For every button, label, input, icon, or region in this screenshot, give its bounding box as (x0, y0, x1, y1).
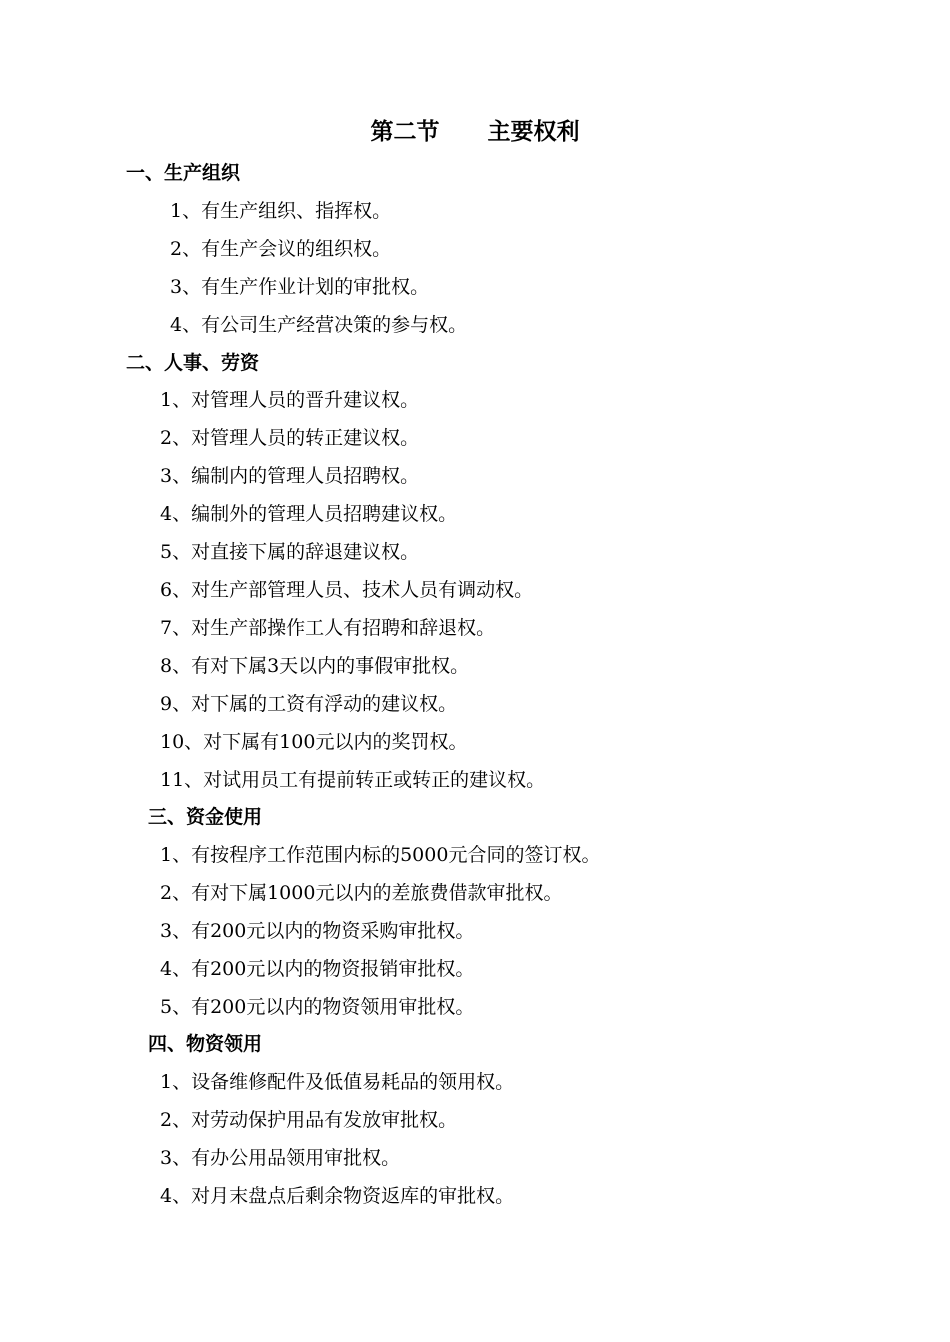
list-item: 4、对月末盘点后剩余物资返库的审批权。 (160, 1185, 515, 1207)
list-item: 1、设备维修配件及低值易耗品的领用权。 (160, 1071, 515, 1093)
list-item: 8、有对下属3天以内的事假审批权。 (160, 655, 470, 677)
list-item: 1、对管理人员的晋升建议权。 (160, 389, 420, 411)
list-item: 3、编制内的管理人员招聘权。 (160, 465, 420, 487)
list-item: 10、对下属有100元以内的奖罚权。 (160, 731, 468, 753)
list-item: 1、有按程序工作范围内标的5000元合同的签订权。 (160, 844, 601, 866)
list-item: 4、编制外的管理人员招聘建议权。 (160, 503, 458, 525)
list-item: 5、有200元以内的物资领用审批权。 (160, 996, 475, 1018)
page-title: 第二节 主要权利 (370, 119, 580, 145)
list-item: 4、有公司生产经营决策的参与权。 (170, 314, 468, 336)
list-item: 2、对劳动保护用品有发放审批权。 (160, 1109, 458, 1131)
section-heading-funds: 三、资金使用 (148, 806, 263, 828)
list-item: 1、有生产组织、指挥权。 (170, 200, 392, 222)
list-item: 6、对生产部管理人员、技术人员有调动权。 (160, 579, 534, 601)
list-item: 4、有200元以内的物资报销审批权。 (160, 958, 475, 980)
list-item: 11、对试用员工有提前转正或转正的建议权。 (160, 769, 546, 791)
list-item: 2、有对下属1000元以内的差旅费借款审批权。 (160, 882, 563, 904)
list-item: 3、有生产作业计划的审批权。 (170, 276, 430, 298)
section-heading-personnel: 二、人事、劳资 (126, 352, 260, 374)
list-item: 2、对管理人员的转正建议权。 (160, 427, 420, 449)
list-item: 7、对生产部操作工人有招聘和辞退权。 (160, 617, 496, 639)
section-heading-materials: 四、物资领用 (148, 1033, 263, 1055)
list-item: 5、对直接下属的辞退建议权。 (160, 541, 420, 563)
list-item: 3、有办公用品领用审批权。 (160, 1147, 401, 1169)
section-heading-production: 一、生产组织 (126, 162, 241, 184)
list-item: 2、有生产会议的组织权。 (170, 238, 392, 260)
list-item: 9、对下属的工资有浮动的建议权。 (160, 693, 458, 715)
list-item: 3、有200元以内的物资采购审批权。 (160, 920, 475, 942)
